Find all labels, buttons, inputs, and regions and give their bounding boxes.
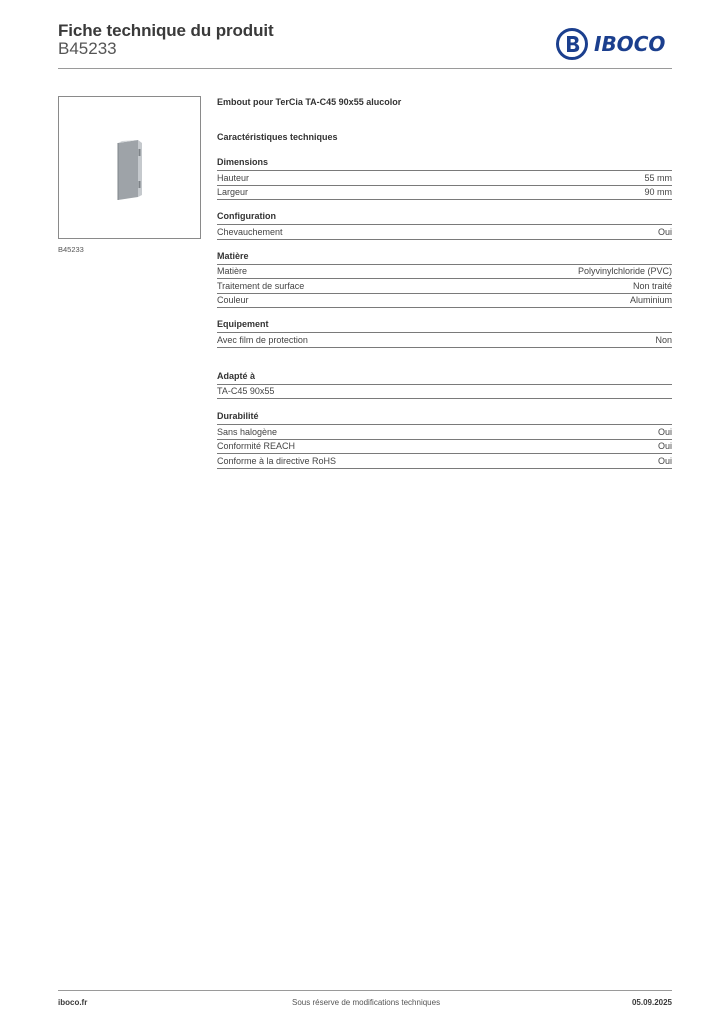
spec-value: Polyvinylchloride (PVC) <box>577 266 672 277</box>
group-title: Durabilité <box>217 411 259 421</box>
spec-label: Sans halogène <box>217 426 278 437</box>
spec-row <box>217 279 672 294</box>
spec-label: Avec film de protection <box>217 334 308 345</box>
group-configuration <box>217 210 672 240</box>
footer-date: 05.09.2025 <box>631 998 672 1007</box>
spec-value: Oui <box>657 426 672 437</box>
spec-label: TA-C45 90x55 <box>217 386 275 397</box>
spec-value: Oui <box>657 455 672 466</box>
spec-section <box>217 96 672 469</box>
group-title: Configuration <box>217 211 276 221</box>
spec-label: Chevauchement <box>217 226 283 237</box>
spec-label: Matière <box>217 266 248 277</box>
spec-label: Traitement de surface <box>217 280 305 291</box>
spec-label: Conformité REACH <box>217 441 296 452</box>
group-matiere <box>217 250 672 309</box>
spec-row <box>217 454 672 469</box>
spec-label: Couleur <box>217 295 249 306</box>
group-adapte <box>217 370 672 400</box>
group-dimensions <box>217 156 672 200</box>
spec-row <box>217 171 672 186</box>
footer-divider <box>58 990 672 991</box>
spec-value: Aluminium <box>629 295 672 306</box>
spec-row <box>217 385 672 400</box>
spec-label: Hauteur <box>217 172 250 183</box>
spec-value: 55 mm <box>644 172 672 183</box>
footer-website: iboco.fr <box>58 998 88 1007</box>
group-durabilite <box>217 410 672 469</box>
group-equipement <box>217 318 672 348</box>
product-image-frame <box>58 96 201 239</box>
spec-row <box>217 265 672 280</box>
spec-value: 90 mm <box>644 187 672 198</box>
image-caption: B45233 <box>58 245 84 254</box>
group-title: Equipement <box>217 319 269 329</box>
spec-label: Conforme à la directive RoHS <box>217 455 337 466</box>
spec-row <box>217 425 672 440</box>
footer-notice: Sous réserve de modifications techniques <box>292 998 441 1007</box>
spec-label: Largeur <box>217 187 249 198</box>
spec-row <box>217 294 672 309</box>
header-divider <box>58 68 672 69</box>
spec-value: Non <box>655 334 672 345</box>
group-title: Adapté à <box>217 370 256 381</box>
spec-row <box>217 440 672 455</box>
group-title: Dimensions <box>217 157 269 167</box>
spec-value: Oui <box>657 226 672 237</box>
logo-wordmark: IBOCO <box>594 32 666 56</box>
spec-row <box>217 225 672 240</box>
specs-heading: Caractéristiques techniques <box>217 132 338 142</box>
spec-row <box>217 186 672 201</box>
product-image <box>114 139 144 201</box>
iboco-logo-icon <box>556 28 588 60</box>
page-title: Fiche technique du produit <box>58 21 274 40</box>
spec-row <box>217 333 672 348</box>
spec-value: Non traité <box>632 280 672 291</box>
product-reference: B45233 <box>58 39 117 58</box>
spec-value: Oui <box>657 441 672 452</box>
group-title: Matière <box>217 250 249 261</box>
product-name: Embout pour TerCia TA-C45 90x55 alucolor <box>217 97 402 107</box>
iboco-logo <box>556 28 665 60</box>
